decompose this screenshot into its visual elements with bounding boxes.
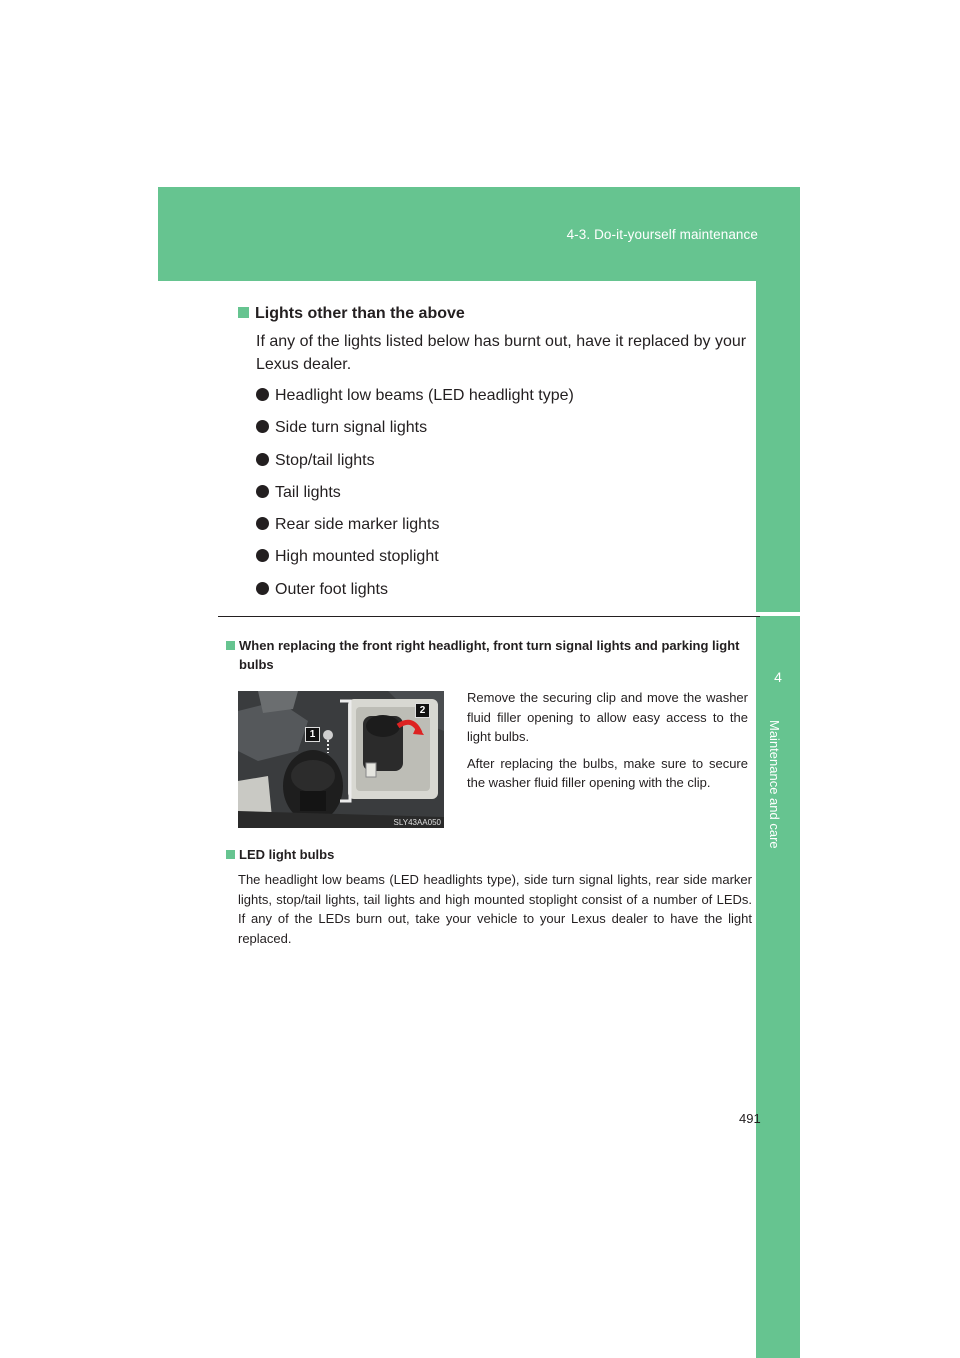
- bullet-dot-icon: [256, 549, 269, 562]
- led-note-text: The headlight low beams (LED headlights type), side turn signal lights, rear side marker lights, stop/tail lights, tail lights and high mounted stoplight consist of a number of LEDs. If any of the LEDs burn out, take your vehicle to your Lexus dealer to have the light replaced.: [238, 872, 752, 946]
- section-heading-text: Lights other than the above: [255, 305, 465, 322]
- photo-caption: [467, 688, 748, 800]
- chapter-number: 4: [774, 669, 782, 685]
- light-list: [256, 384, 574, 610]
- tab-divider: [756, 612, 800, 616]
- list-item: Outer foot lights: [256, 578, 574, 610]
- section-title: 4-3. Do-it-yourself maintenance: [566, 227, 758, 242]
- bullet-dot-icon: [256, 388, 269, 401]
- callout-2: 2: [415, 703, 430, 718]
- bullet-dot-icon: [256, 582, 269, 595]
- caption-step-2: After replacing the bulbs, make sure to secure the washer fluid filler opening with the clip.: [467, 755, 748, 790]
- note-heading-led: LED light bulbs: [226, 845, 334, 864]
- bullet-dot-icon: [256, 517, 269, 530]
- square-bullet-icon: [226, 850, 235, 859]
- list-item: Headlight low beams (LED headlight type): [256, 384, 574, 416]
- list-item: High mounted stoplight: [256, 545, 574, 577]
- list-item: Stop/tail lights: [256, 449, 574, 481]
- chapter-label: Maintenance and care: [767, 720, 782, 849]
- note-heading-replacing: When replacing the front right headlight, front turn signal lights and parking light bulbs: [226, 636, 755, 674]
- list-item: Rear side marker lights: [256, 513, 574, 545]
- list-item: Side turn signal lights: [256, 416, 574, 448]
- square-bullet-icon: [226, 641, 235, 650]
- bullet-dot-icon: [256, 453, 269, 466]
- list-item: Tail lights: [256, 481, 574, 513]
- page-number: 491: [739, 1111, 761, 1126]
- bullet-dot-icon: [256, 420, 269, 433]
- callout-1: 1: [305, 727, 320, 742]
- section-divider: [218, 616, 760, 617]
- image-code: SLY43AA050: [393, 818, 441, 827]
- engine-bay-photo: [238, 691, 444, 828]
- engine-bay-illustration: [238, 691, 444, 828]
- bullet-dot-icon: [256, 485, 269, 498]
- section-heading: [238, 305, 465, 323]
- caption-step-1: Remove the securing clip and move the washer fluid filler opening to allow easy access to the light bulbs.: [467, 690, 748, 744]
- intro-paragraph: If any of the lights listed below has burnt out, have it replaced by your Lexus dealer.: [256, 333, 747, 373]
- square-bullet-icon: [238, 307, 249, 318]
- header-band: [158, 187, 800, 281]
